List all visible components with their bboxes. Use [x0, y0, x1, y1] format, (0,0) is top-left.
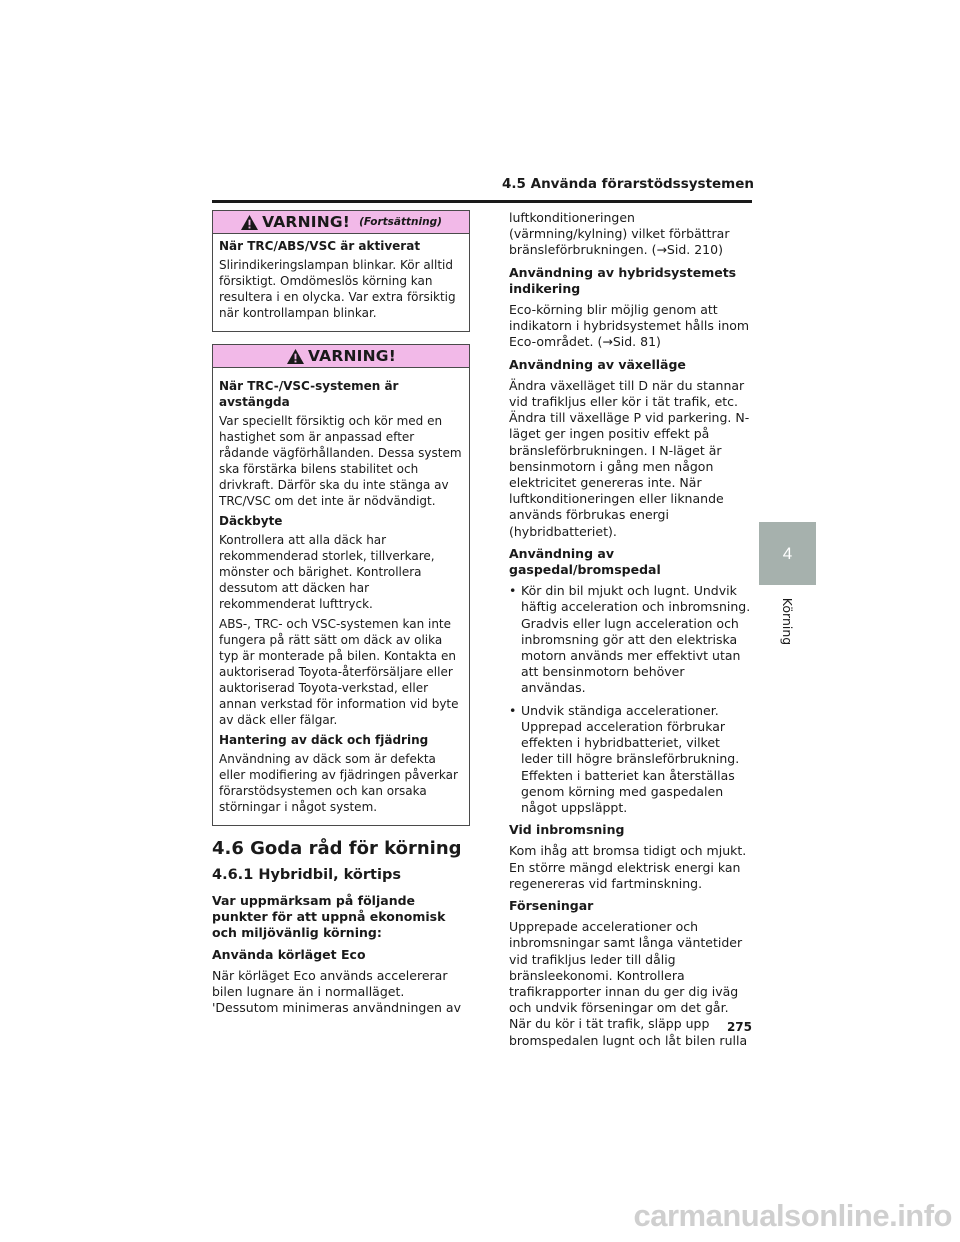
right-column — [509, 210, 752, 1055]
paragraph: Upprepade accelerationer och inbromsningar samt långa väntetider vid trafikljus leder till dålig bränsleekonomi. Kontrollera trafikrapporter innan du ger dig iväg och undvik förseningar om det går. När du kör i tät trafik, släpp upp bromspedalen lugnt och låt bilen rulla — [509, 919, 748, 1048]
page-number: 275 — [726, 1020, 752, 1034]
warning-subtitle: (Fortsättning) — [359, 216, 442, 228]
bullet-list — [509, 583, 752, 816]
paragraph: luftkonditioneringen (värmning/kylning) vilket förbättrar bränsleförbrukningen. (→Sid. 210) — [509, 210, 730, 258]
section-header: 4.5 Använda förarstödssystemen — [502, 176, 755, 192]
header-rule — [212, 200, 752, 203]
chapter-label — [758, 594, 818, 649]
warning-heading: När TRC/ABS/VSC är aktiverat — [219, 239, 421, 253]
warning-text: Användning av däck som är defekta eller modifiering av fjädringen påverkar förarstödsystemen och kan orsaka störningar i något system. — [219, 752, 458, 814]
left-column — [212, 210, 470, 1022]
chapter-label-text: Körning — [780, 597, 796, 646]
warning-body — [213, 234, 469, 331]
paragraph-heading: Användning av gaspedal/bromspedal — [509, 545, 661, 578]
warning-heading: När TRC-/VSC-systemen är avstängda — [219, 379, 399, 409]
eco-text: När körläget Eco används accelererar bilen lugnare än i normalläget. 'Dessutom minimeras användningen av — [212, 967, 461, 1016]
warning-body — [213, 368, 469, 825]
paragraph: Eco-körning blir möjlig genom att indikatorn i hybridsystemet hålls inom Eco-området. (→Sid. 81) — [509, 302, 750, 350]
warning-box — [212, 344, 470, 826]
warning-text: Slirindikeringslampan blinkar. Kör alltid försiktigt. Omdömeslös körning kan resultera i en olycka. Var extra försiktig när kontrollampan blinkar. — [219, 258, 456, 320]
paragraph-heading: Förseningar — [509, 897, 594, 913]
warning-title: VARNING! — [308, 347, 396, 365]
warning-header — [213, 211, 469, 234]
warning-triangle-icon — [240, 214, 259, 231]
chapter-tab[interactable] — [759, 522, 816, 585]
watermark: carmanualsonline.info — [633, 1198, 952, 1233]
chapter-number: 4 — [782, 543, 793, 563]
warning-heading: Däckbyte — [219, 514, 283, 528]
paragraph: Kom ihåg att bromsa tidigt och mjukt. En större mängd elektrisk energi kan regenereras vid fartminskning. — [509, 843, 747, 891]
section-title: 4.6 Goda råd för körning — [212, 838, 462, 859]
warning-title: VARNING! — [262, 213, 351, 231]
warning-text: ABS-, TRC- och VSC-systemen kan inte fungera på rätt sätt om däck av olika typ är monterade på bilen. Kontakta en auktoriserad Toyota-återförsäljare eller auktoriserad Toyota-verkstad, eller annan verkstad för information vid byte av däck eller fälgar. — [219, 617, 459, 727]
paragraph-heading: Vid inbromsning — [509, 822, 625, 838]
paragraph-heading: Användning av hybridsystemets indikering — [509, 264, 737, 296]
paragraph-heading: Användning av växelläge — [509, 356, 686, 372]
eco-heading: Använda körläget Eco — [212, 946, 366, 962]
warning-header — [213, 345, 469, 368]
warning-box-continued — [212, 210, 470, 332]
intro-heading: Var uppmärksam på följande punkter för att uppnå ekonomisk och miljövänlig körning: — [212, 893, 446, 941]
subsection-title: 4.6.1 Hybridbil, körtips — [212, 867, 401, 883]
warning-heading: Hantering av däck och fjädring — [219, 733, 429, 747]
bullet-item: • Kör din bil mjukt och lugnt. Undvik häftig acceleration och inbromsning. Gradvis eller lugn acceleration och inbromsning gör att den elektriska motorn används mer effektivt utan att bensinmotorn behöver användas. — [509, 583, 752, 696]
warning-text: Kontrollera att alla däck har rekommenderad storlek, tillverkare, mönster och bärighet. Kontrollera dessutom att däcken har rekommenderat lufttryck. — [219, 533, 435, 611]
paragraph: Ändra växelläget till D när du stannar vid trafikljus eller kör i tät trafik, etc. Ändra till växelläge P vid parkering. N-läget ger ingen positiv effekt på bränsleförbrukningen. I N-läget är bensinmotorn i gång men någon elektricitet genereras inte. När luftkonditioneringen eller liknande används förbrukas energi (hybridbatteriet). — [509, 377, 750, 539]
bullet-item: • Undvik ständiga accelerationer. Upprepad acceleration förbrukar effekten i hybridbatteriet, vilket leder till högre bränsleförbrukning. Effekten i batteriet kan återställas genom körning med gaspedalen något uppsläppt. — [509, 703, 752, 816]
warning-text: Var speciellt försiktig och kör med en hastighet som är anpassad efter rådande vägförhållanden. Dessa system ska förstärka bilens stabilitet och drivkraft. Därför ska du inte stänga av TRC/VSC om det inte är nödvändigt. — [219, 414, 462, 508]
warning-triangle-icon — [286, 348, 305, 365]
